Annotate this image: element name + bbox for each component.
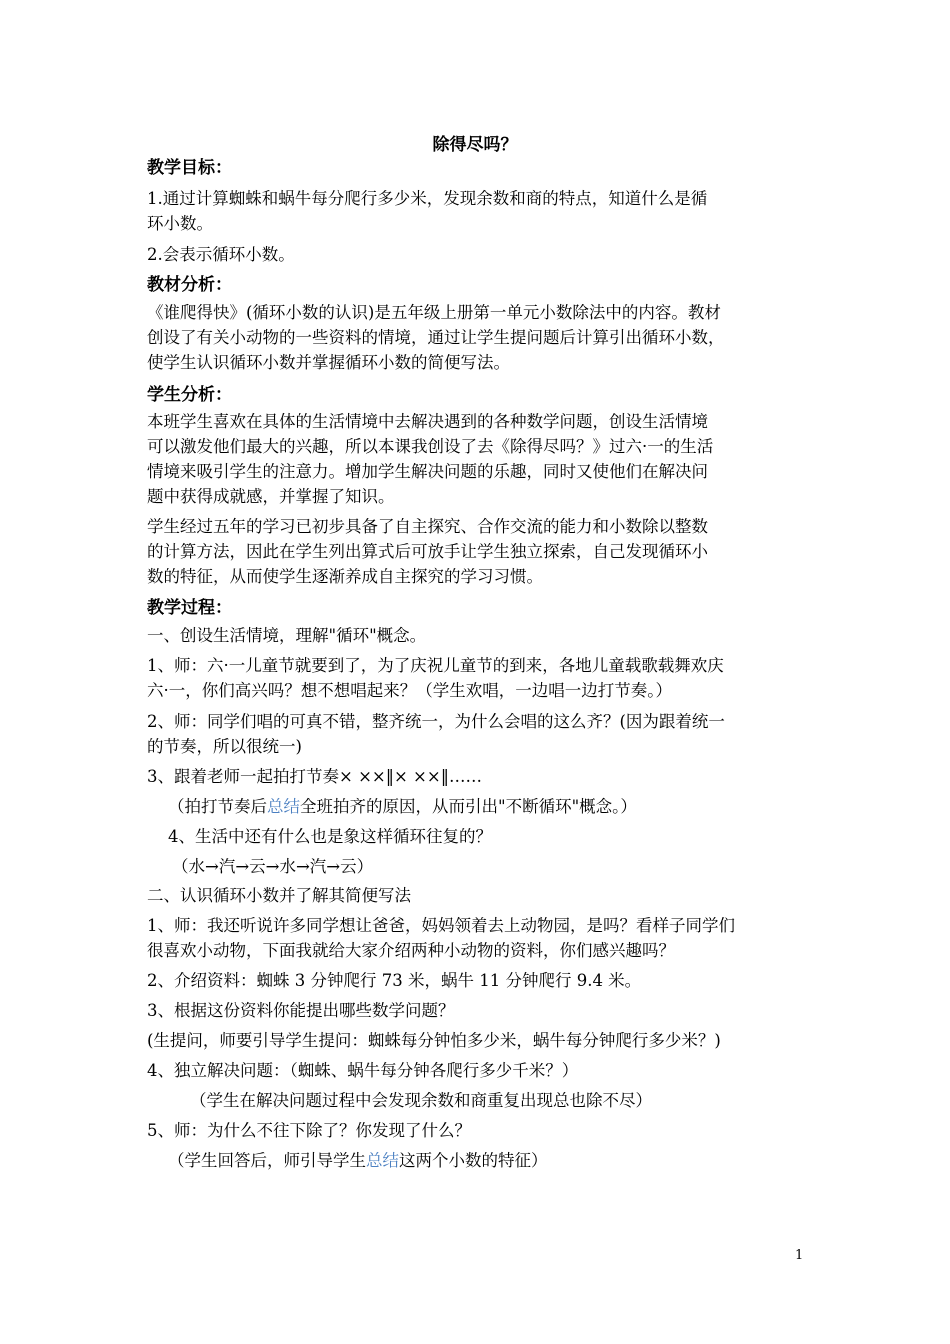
text-span: （拍打节奏后 — [168, 797, 267, 816]
paragraph-line: 1、师：我还听说许多同学想让爸爸，妈妈领着去上动物园，是吗？看样子同学们 — [147, 916, 735, 935]
heading-material: 教材分析： — [147, 275, 232, 295]
paragraph-line: 2.会表示循环小数。 — [147, 245, 295, 264]
page-number: 1 — [795, 1248, 804, 1263]
heading-students: 学生分析： — [147, 385, 232, 405]
paragraph-line: 情境来吸引学生的注意力。增加学生解决问题的乐趣，同时又使他们在解决问 — [147, 462, 708, 481]
paragraph-line: 环小数。 — [147, 214, 213, 233]
paragraph-line: 《谁爬得快》(循环小数的认识)是五年级上册第一单元小数除法中的内容。教材 — [147, 303, 721, 322]
paragraph-line: 学生经过五年的学习已初步具备了自主探究、合作交流的能力和小数除以整数 — [147, 517, 708, 536]
paragraph-line: （学生在解决问题过程中会发现余数和商重复出现总也除不尽） — [190, 1091, 652, 1110]
paragraph-line: 题中获得成就感，并掌握了知识。 — [147, 487, 395, 506]
text-span: （学生回答后，师引导学生 — [168, 1151, 366, 1170]
heading-process: 教学过程： — [147, 598, 232, 618]
paragraph-line: 数的特征，从而使学生逐渐养成自主探究的学习习惯。 — [147, 567, 543, 586]
paragraph-line: 很喜欢小动物，下面我就给大家介绍两种小动物的资料，你们感兴趣吗？ — [147, 941, 675, 960]
paragraph-line: 5、师：为什么不往下除了？你发现了什么？ — [147, 1121, 471, 1140]
paragraph-line: （水→汽→云→水→汽→云） — [172, 857, 374, 876]
paragraph-line: 4、独立解决问题：（蜘蛛、蜗牛每分钟各爬行多少千米？） — [147, 1061, 579, 1080]
paragraph-line: 2、师：同学们唱的可真不错，整齐统一，为什么会唱的这么齐？(因为跟着统一 — [147, 712, 725, 731]
paragraph-line: 2、介绍资料：蜘蛛 3 分钟爬行 73 米，蜗牛 11 分钟爬行 9.4 米。 — [147, 971, 642, 990]
paragraph-line: 的计算方法，因此在学生列出算式后可放手让学生独立探索，自己发现循环小 — [147, 542, 708, 561]
paragraph-line: 二、认识循环小数并了解其简便写法 — [147, 886, 411, 905]
paragraph-line: 1、师：六·一儿童节就要到了，为了庆祝儿童节的到来，各地儿童载歌载舞欢庆 — [147, 656, 724, 675]
paragraph-line: 一、创设生活情境，理解"循环"概念。 — [147, 626, 427, 645]
highlight-link: 总结 — [366, 1151, 399, 1170]
heading-objectives: 教学目标： — [147, 158, 232, 178]
paragraph-line: 4、生活中还有什么也是象这样循环往复的？ — [168, 827, 492, 846]
paragraph-line: 可以激发他们最大的兴趣，所以本课我创设了去《除得尽吗？》过六·一的生活 — [147, 437, 714, 456]
text-span: 这两个小数的特征） — [399, 1151, 548, 1170]
paragraph-line: 六·一，你们高兴吗？想不想唱起来？（学生欢唱，一边唱一边打节奏。） — [147, 681, 672, 700]
paragraph-line: 创设了有关小动物的一些资料的情境，通过让学生提问题后计算引出循环小数， — [147, 328, 725, 347]
paragraph-line: 的节奏，所以很统一) — [147, 737, 302, 756]
paragraph-line: 本班学生喜欢在具体的生活情境中去解决遇到的各种数学问题，创设生活情境 — [147, 412, 708, 431]
text-span: 全班拍齐的原因，从而引出"不断循环"概念。） — [300, 797, 637, 816]
paragraph-line: (生提问，师要引导学生提问：蜘蛛每分钟怕多少米，蜗牛每分钟爬行多少米？) — [147, 1031, 721, 1050]
paragraph-line: 3、跟着老师一起拍打节奏× ××‖× ××‖…… — [147, 767, 482, 786]
paragraph-line — [168, 1150, 828, 1172]
paragraph-line: 3、根据这份资料你能提出哪些数学问题？ — [147, 1001, 455, 1020]
page-title: 除得尽吗？ — [432, 135, 518, 155]
paragraph-line: 使学生认识循环小数并掌握循环小数的简便写法。 — [147, 353, 510, 372]
paragraph-line: 1.通过计算蜘蛛和蜗牛每分爬行多少米，发现余数和商的特点，知道什么是循 — [147, 189, 708, 208]
paragraph-line — [168, 796, 828, 818]
highlight-link: 总结 — [267, 797, 300, 816]
